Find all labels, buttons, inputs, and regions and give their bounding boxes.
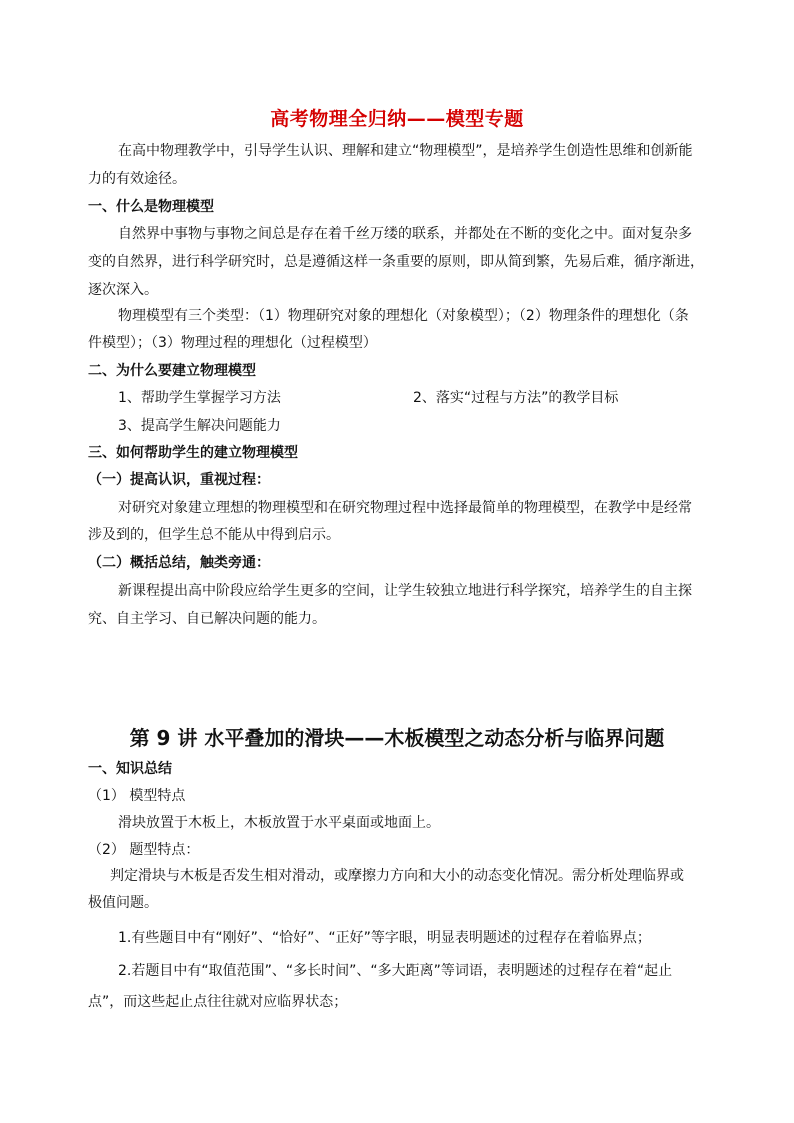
section-2-heading: 二、为什么要建立物理模型 (88, 363, 256, 379)
lecture-point-1: 1.有些题目中有“刚好”、“恰好”、“正好”等字眼，明显表明题述的过程存在着临界点； (118, 930, 651, 946)
section-3-sub-2-line-1: 新课程提出高中阶段应给学生更多的空间，让学生较独立地进行科学探究，培养学生的自主探 (118, 583, 692, 599)
section-1-para-1-line-2: 变的自然界，进行科学研究时，总是遵循这样一条重要的原则，即从简到繁，先易后难，循序渐进， (88, 254, 704, 270)
section-3-sub-2-heading: （二）概括总结，触类旁通： (88, 555, 270, 571)
section-1-para-1-line-1: 自然界中事物与事物之间总是存在着千丝万缕的联系，并都处在不断的变化之中。面对复杂多 (118, 226, 692, 242)
lecture-title: 第 9 讲 水平叠加的滑块——木板模型之动态分析与临界问题 (129, 726, 665, 750)
section-2-item-2: 2、落实“过程与方法”的教学目标 (413, 390, 619, 406)
section-3-sub-1-heading: （一）提高认识，重视过程： (88, 472, 270, 488)
section-1-heading: 一、什么是物理模型 (88, 199, 214, 215)
section-3-sub-1-line-2: 涉及到的，但学生总不能从中得到启示。 (88, 527, 340, 543)
section-2-item-3: 3、提高学生解决问题能力 (118, 418, 281, 434)
lecture-item-1-text: 滑块放置于木板上，木板放置于水平桌面或地面上。 (118, 815, 440, 831)
lecture-item-2-line-1: 判定滑块与木板是否发生相对滑动，或摩擦力方向和大小的动态变化情况。需分析处理临界或 (110, 868, 684, 884)
section-1-para-2-line-1: 物理模型有三个类型：（1）物理研究对象的理想化（对象模型）；（2）物理条件的理想化（条 (118, 308, 689, 324)
lecture-section-1-heading: 一、知识总结 (88, 761, 172, 777)
section-3-sub-1-line-1: 对研究对象建立理想的物理模型和在研究物理过程中选择最简单的物理模型，在教学中是经常 (118, 500, 692, 516)
lecture-point-2-line-1: 2.若题目中有“取值范围”、“多长时间”、“多大距离”等词语，表明题述的过程存在着“起止 (118, 963, 673, 979)
section-2-row-1 (88, 384, 738, 412)
lecture-item-2-line-2: 极值问题。 (88, 895, 158, 911)
section-3-heading: 三、如何帮助学生的建立物理模型 (88, 445, 298, 461)
intro-line-1: 在高中物理教学中，引导学生认识、理解和建立“物理模型”，是培养学生创造性思维和创新能 (118, 143, 693, 159)
lecture-point-2-line-2: 点”，而这些起止点往往就对应临界状态； (88, 994, 348, 1010)
lecture-item-2-heading: （2） 题型特点： (88, 842, 200, 858)
lecture-item-1-heading: （1） 模型特点 (88, 788, 186, 804)
section-1-para-1-line-3: 逐次深入。 (88, 282, 158, 298)
section-3-sub-2-line-2: 究、自主学习、自已解决问题的能力。 (88, 611, 326, 627)
section-2-item-1: 1、帮助学生掌握学习方法 (118, 390, 281, 406)
section-1-para-2-line-2: 件模型）；（3）物理过程的理想化（过程模型） (88, 335, 377, 351)
doc-title: 高考物理全归纳——模型专题 (270, 108, 524, 130)
intro-line-2: 力的有效途径。 (88, 171, 186, 187)
